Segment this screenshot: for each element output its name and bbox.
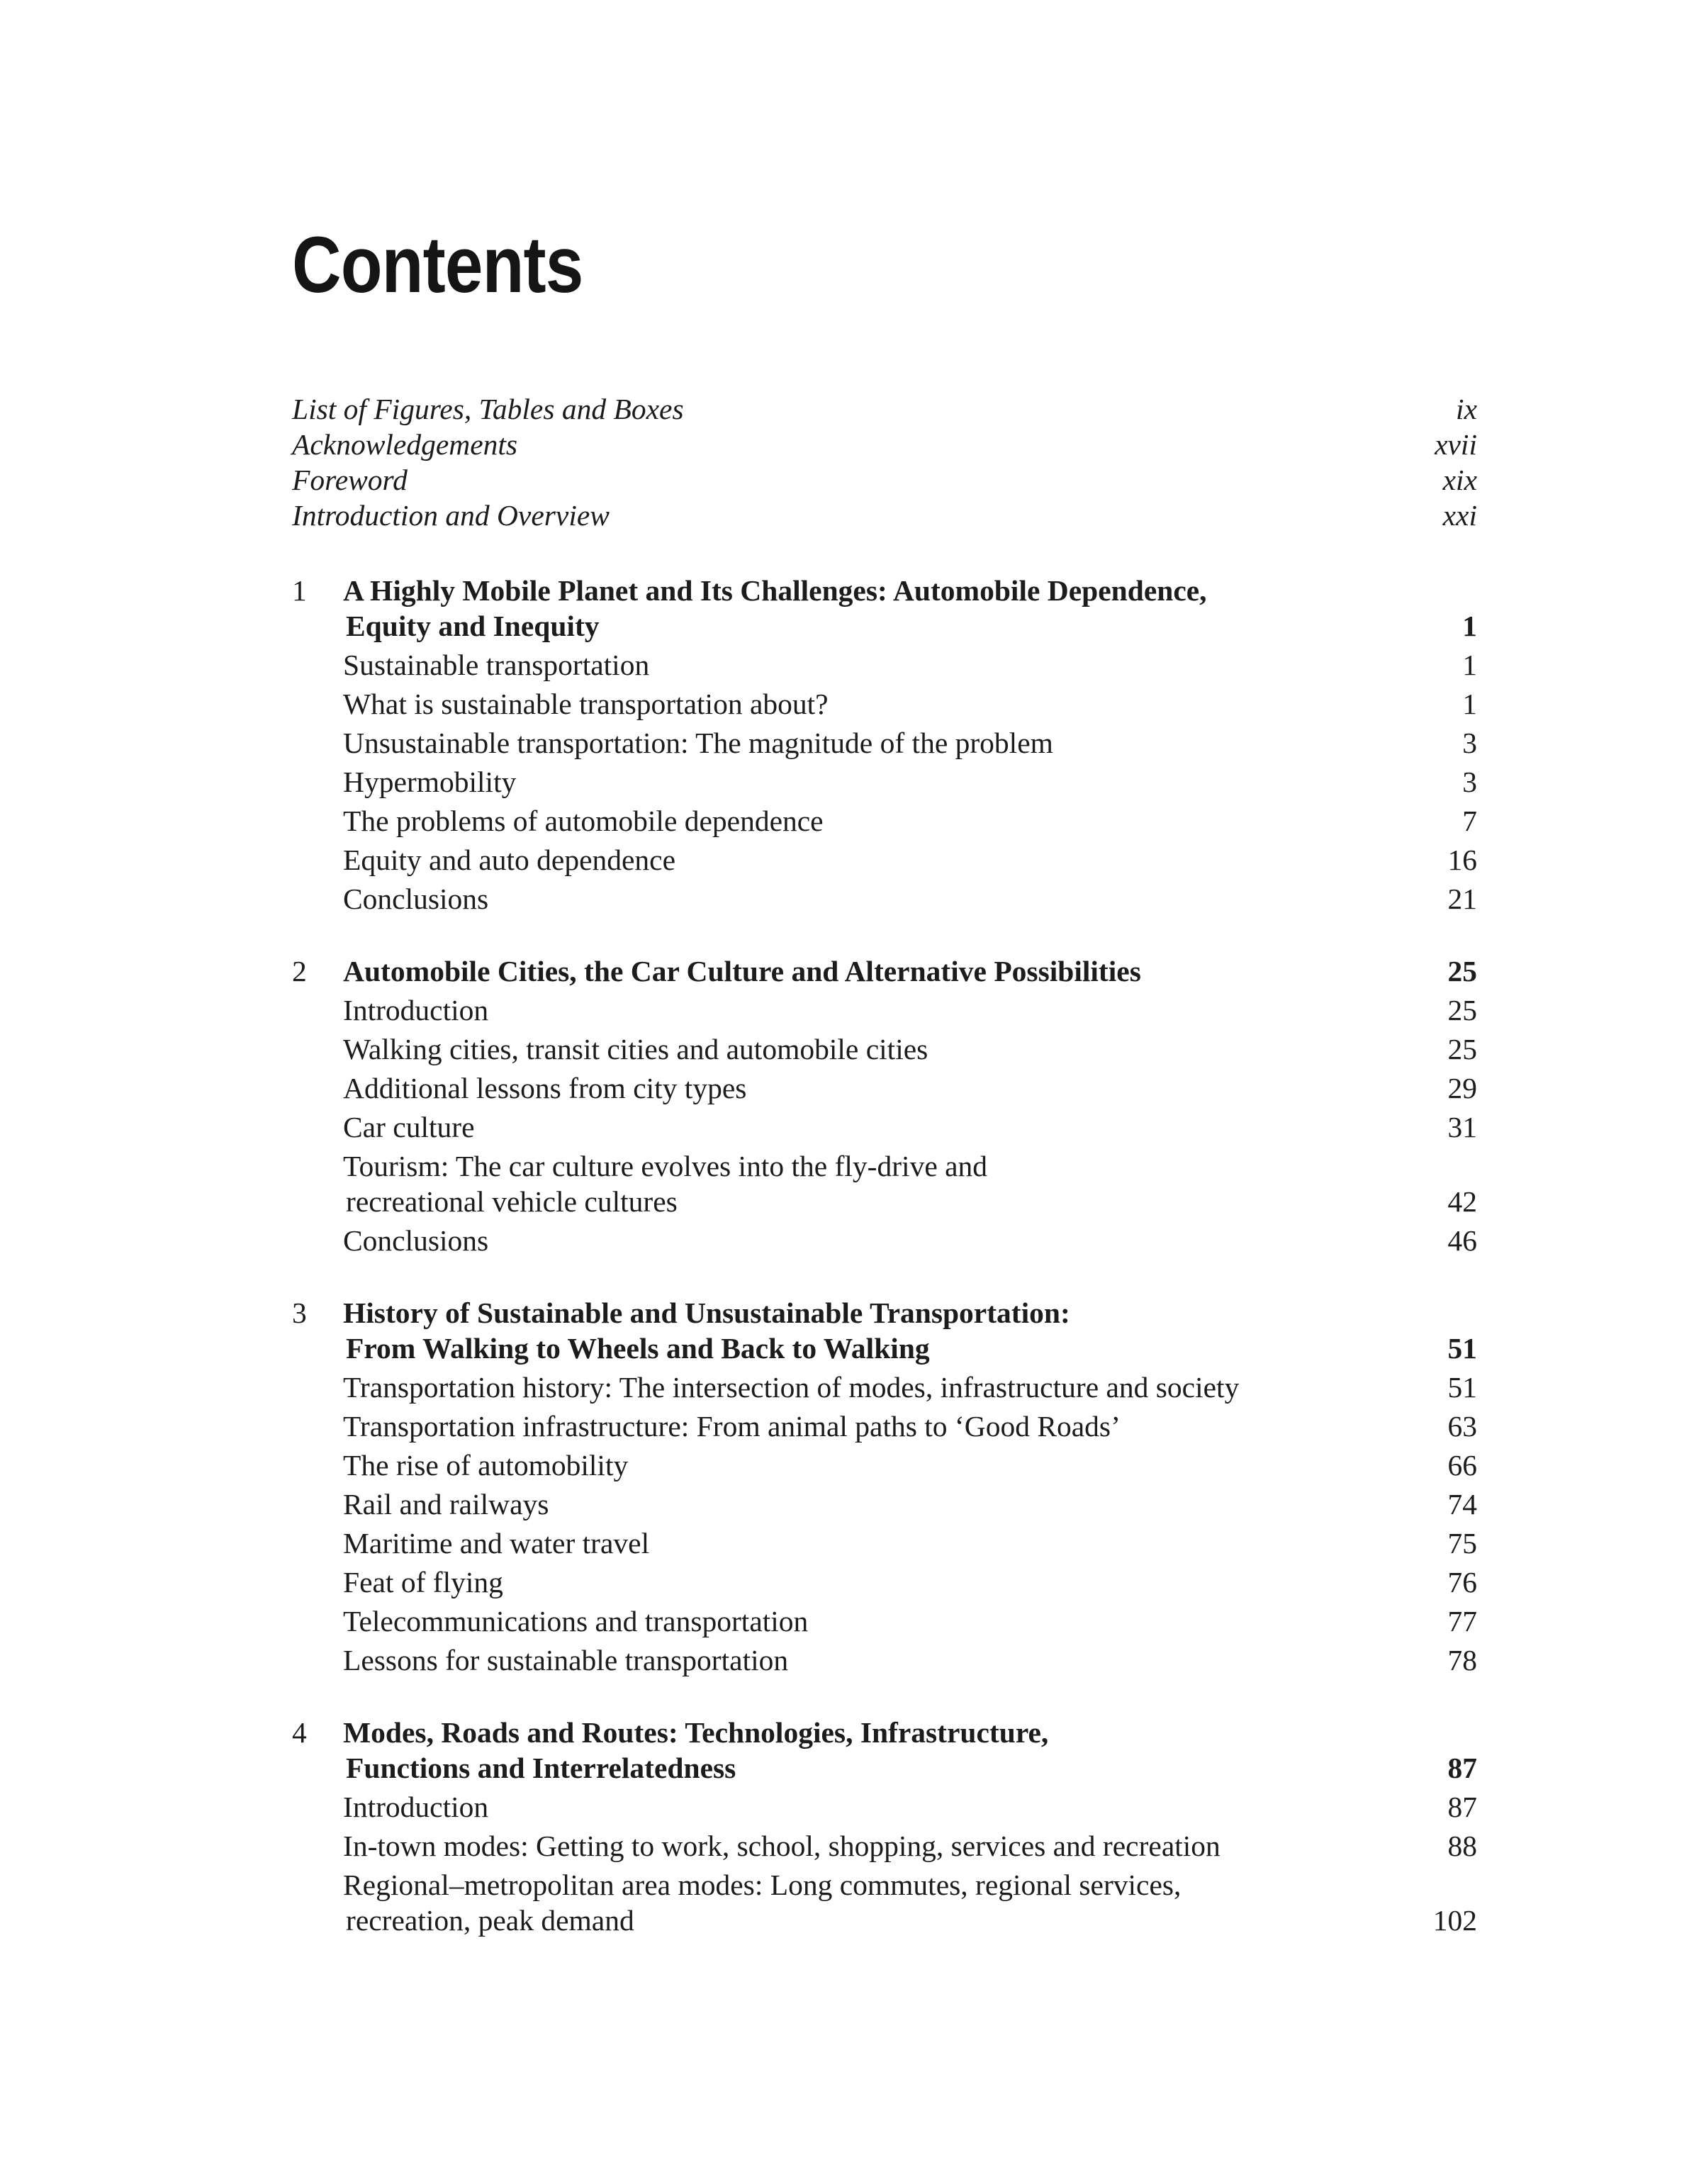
chapter-number: 3 [292, 1297, 307, 1329]
section-entry[interactable] [343, 1070, 1477, 1106]
section-title-line: Lessons for sustainable transportation [343, 1644, 789, 1676]
chapter-number: 4 [292, 1716, 307, 1749]
chapter-title [343, 1715, 1448, 1786]
section-entry[interactable] [343, 1828, 1477, 1864]
section-title-line: Additional lessons from city types [343, 1072, 747, 1104]
chapter-heading[interactable] [292, 573, 1477, 644]
chapter-block [292, 1715, 1477, 1938]
section-page-number: 74 [1447, 1488, 1477, 1521]
section-title-line: What is sustainable transportation about? [343, 688, 829, 720]
chapter-number: 2 [292, 955, 307, 987]
section-entry[interactable] [343, 1867, 1477, 1938]
chapter-title-line: Automobile Cities, the Car Culture and Alternative Possibilities [343, 955, 1141, 987]
chapter-heading[interactable] [292, 1715, 1477, 1786]
section-title-line: Conclusions [343, 883, 489, 915]
section-title [343, 992, 1448, 1028]
section-title-line: Car culture [343, 1111, 475, 1143]
chapter-title-line: From Walking to Wheels and Back to Walking [346, 1332, 930, 1365]
section-page-number: 87 [1447, 1791, 1477, 1823]
section-page-number: 25 [1447, 1033, 1477, 1065]
section-title [343, 1447, 1448, 1483]
section-entry[interactable] [343, 803, 1477, 839]
entry-title: Introduction and Overview [292, 499, 610, 532]
section-title-line: Introduction [343, 1791, 489, 1823]
section-page-number: 102 [1432, 1904, 1477, 1937]
section-title [343, 1789, 1448, 1825]
section-title-line: Unsustainable transportation: The magnitude of the problem [343, 727, 1053, 759]
section-entry[interactable] [343, 1642, 1477, 1678]
chapter-title [343, 1295, 1448, 1366]
section-title [343, 1486, 1448, 1522]
chapter-block [292, 1295, 1477, 1678]
section-title-line: recreation, peak demand [346, 1904, 634, 1937]
front-matter-entry[interactable] [292, 391, 1477, 427]
chapter-heading[interactable] [292, 953, 1477, 989]
section-title [343, 842, 1448, 878]
section-entry[interactable] [343, 1031, 1477, 1067]
section-title [343, 1370, 1448, 1405]
section-title-line: Rail and railways [343, 1488, 549, 1521]
section-page-number: 1 [1462, 649, 1477, 681]
chapter-page-number: 25 [1447, 955, 1477, 987]
section-entry[interactable] [343, 1486, 1477, 1522]
section-title-line: Transportation infrastructure: From animal paths to ‘Good Roads’ [343, 1410, 1121, 1443]
section-entry[interactable] [343, 1109, 1477, 1145]
section-title-line: Regional–metropolitan area modes: Long commutes, regional services, [343, 1869, 1182, 1901]
section-page-number: 31 [1447, 1111, 1477, 1143]
section-page-number: 46 [1447, 1224, 1477, 1257]
section-page-number: 7 [1462, 805, 1477, 837]
section-title [343, 647, 1462, 683]
section-title [343, 725, 1462, 761]
section-entry[interactable] [343, 1525, 1477, 1561]
section-page-number: 3 [1462, 766, 1477, 798]
section-page-number: 29 [1447, 1072, 1477, 1104]
section-title [343, 1828, 1448, 1864]
section-page-number: 25 [1447, 994, 1477, 1026]
section-title-line: In-town modes: Getting to work, school, shopping, services and recreation [343, 1830, 1220, 1862]
section-title-line: recreational vehicle cultures [346, 1185, 678, 1218]
section-title [343, 881, 1448, 917]
section-title [343, 1525, 1448, 1561]
chapter-title-line: Equity and Inequity [346, 610, 600, 642]
section-title [343, 1867, 1433, 1938]
section-entry[interactable] [343, 686, 1477, 722]
chapter-list [292, 573, 1477, 1938]
section-title [343, 1109, 1448, 1145]
section-entry[interactable] [343, 842, 1477, 878]
section-title [343, 686, 1462, 722]
section-title-line: Feat of flying [343, 1566, 503, 1598]
section-title-line: Telecommunications and transportation [343, 1605, 809, 1637]
section-page-number: 42 [1447, 1185, 1477, 1218]
section-page-number: 3 [1462, 727, 1477, 759]
section-entry[interactable] [343, 1370, 1477, 1405]
page-title: Contents [292, 220, 583, 309]
section-title-line: The rise of automobility [343, 1449, 629, 1482]
section-page-number: 76 [1447, 1566, 1477, 1598]
section-list [292, 1789, 1477, 1938]
section-entry[interactable] [343, 1603, 1477, 1639]
section-title-line: Equity and auto dependence [343, 844, 676, 876]
section-list [292, 1370, 1477, 1678]
entry-title: Foreword [292, 464, 408, 496]
section-entry[interactable] [343, 881, 1477, 917]
section-page-number: 78 [1447, 1644, 1477, 1676]
section-entry[interactable] [343, 1148, 1477, 1219]
section-title [343, 1070, 1448, 1106]
entry-page-number: xvii [1435, 428, 1477, 461]
section-entry[interactable] [343, 1223, 1477, 1258]
entry-title: List of Figures, Tables and Boxes [292, 393, 684, 425]
section-page-number: 16 [1447, 844, 1477, 876]
section-page-number: 51 [1447, 1371, 1477, 1404]
entry-page-number: xix [1442, 464, 1477, 496]
section-page-number: 77 [1447, 1605, 1477, 1637]
section-title-line: Walking cities, transit cities and automobile cities [343, 1033, 928, 1065]
chapter-heading[interactable] [292, 1295, 1477, 1366]
section-title [343, 764, 1462, 800]
section-page-number: 88 [1447, 1830, 1477, 1862]
section-title [343, 1642, 1448, 1678]
chapter-block [292, 953, 1477, 1258]
section-page-number: 75 [1447, 1527, 1477, 1559]
chapter-page-number: 87 [1447, 1752, 1477, 1784]
chapter-block [292, 573, 1477, 917]
chapter-title [343, 953, 1448, 989]
section-entry[interactable] [343, 1789, 1477, 1825]
chapter-title-line: History of Sustainable and Unsustainable Transportation: [343, 1297, 1070, 1329]
front-matter-entry[interactable] [292, 462, 1477, 498]
section-title [343, 1223, 1448, 1258]
entry-page-number: ix [1456, 393, 1477, 425]
section-entry[interactable] [343, 725, 1477, 761]
section-title-line: Introduction [343, 994, 489, 1026]
section-entry[interactable] [343, 1409, 1477, 1444]
section-title-line: Sustainable transportation [343, 649, 650, 681]
section-title-line: The problems of automobile dependence [343, 805, 824, 837]
chapter-title [343, 573, 1462, 644]
section-title [343, 1031, 1448, 1067]
section-entry[interactable] [343, 1447, 1477, 1483]
section-title [343, 1409, 1448, 1444]
section-title-line: Hypermobility [343, 766, 517, 798]
section-list [292, 647, 1477, 917]
section-entry[interactable] [343, 1564, 1477, 1600]
section-entry[interactable] [343, 992, 1477, 1028]
section-title [343, 1148, 1448, 1219]
section-title [343, 803, 1462, 839]
section-entry[interactable] [343, 647, 1477, 683]
section-entry[interactable] [343, 764, 1477, 800]
entry-page-number: xxi [1442, 499, 1477, 532]
section-title-line: Tourism: The car culture evolves into the fly-drive and [343, 1150, 988, 1182]
section-title-line: Conclusions [343, 1224, 489, 1257]
chapter-number: 1 [292, 574, 307, 607]
front-matter-entry[interactable] [292, 498, 1477, 533]
chapter-page-number: 1 [1462, 610, 1477, 642]
section-page-number: 63 [1447, 1410, 1477, 1443]
chapter-title-line: A Highly Mobile Planet and Its Challenges: Automobile Dependence, [343, 574, 1207, 607]
front-matter-list [292, 391, 1477, 533]
section-title-line: Transportation history: The intersection of modes, infrastructure and society [343, 1371, 1240, 1404]
chapter-page-number: 51 [1447, 1332, 1477, 1365]
section-list [292, 992, 1477, 1258]
section-title [343, 1564, 1448, 1600]
section-page-number: 66 [1447, 1449, 1477, 1482]
table-of-contents [292, 391, 1477, 1938]
chapter-title-line: Functions and Interrelatedness [346, 1752, 736, 1784]
front-matter-entry[interactable] [292, 427, 1477, 462]
section-title [343, 1603, 1448, 1639]
section-title-line: Maritime and water travel [343, 1527, 650, 1559]
chapter-title-line: Modes, Roads and Routes: Technologies, Infrastructure, [343, 1716, 1049, 1749]
entry-title: Acknowledgements [292, 428, 518, 461]
section-page-number: 1 [1462, 688, 1477, 720]
section-page-number: 21 [1447, 883, 1477, 915]
